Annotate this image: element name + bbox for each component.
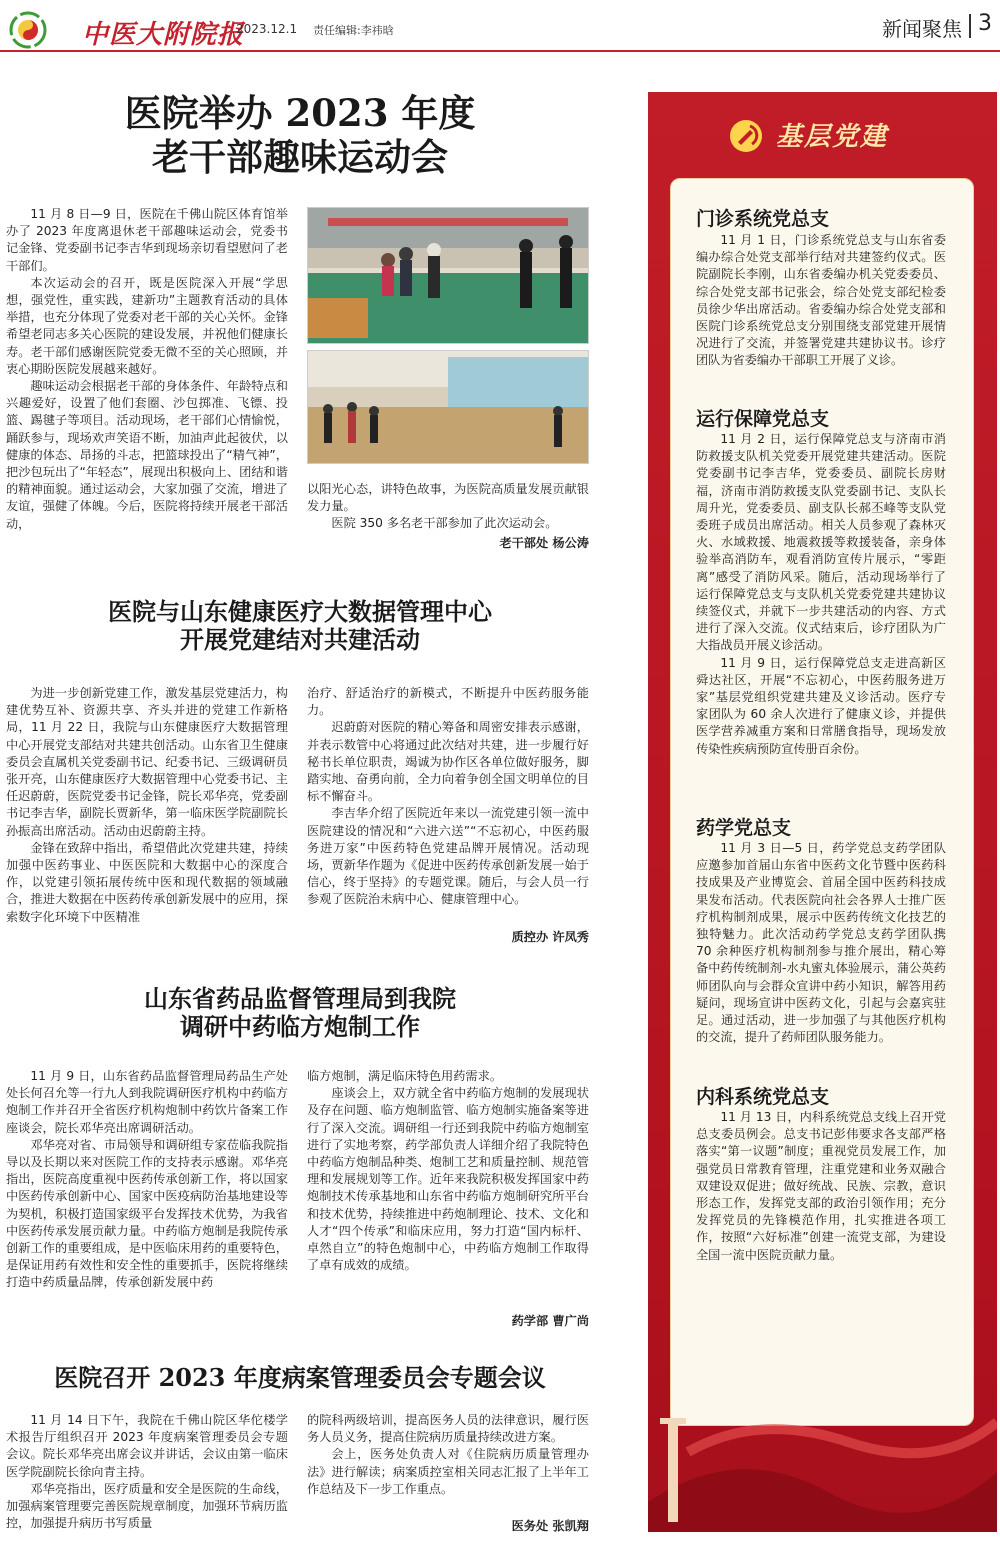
- article2-title-line1: 医院与山东健康医疗大数据管理中心: [108, 597, 492, 626]
- huabiao-decoration: [648, 1382, 997, 1532]
- sidebar-section-2: [696, 431, 946, 758]
- article3-col1: [6, 1068, 288, 1330]
- sidebar-section-3: [696, 840, 946, 1046]
- paragraph: 11 月 9 日，山东省药品监督管理局药品生产处处长何召允等一行九人到我院调研医疗机构中药临方炮制工作并召开全省医疗机构炮制中药饮片备案工作座谈会，院长邓华亮出席调研活动。: [6, 1069, 288, 1135]
- paragraph: 的院科两级培训，提高医务人员的法律意识，履行医务人员义务，提高住院病历质量持续改进方案。: [307, 1413, 589, 1445]
- article4-col1: [6, 1412, 288, 1536]
- sidebar-heading-3: 药学党总支: [696, 817, 792, 839]
- sidebar-heading-4: 内科系统党总支: [696, 1086, 830, 1108]
- sidebar-heading-1: 门诊系统党总支: [696, 208, 830, 230]
- paragraph: 11 月 13 日，内科系统党总支线上召开党总支委员例会。总支书记彭伟要求各支部严格落实“第一议题”制度；重视党员发展工作，加强党员日常教育管理，注重党建和业务双融合双建设双促进；做好统战、民族、宗教，意识形态工作，发挥党支部的政治引领作用；充分发挥党员的先锋模范作用，扎实推进各项工作，按照“六好标准”创建一流党支部，为建设全国一流中医院贡献力量。: [696, 1110, 946, 1262]
- article4-title: 医院召开 2023 年度病案管理委员会专题会议: [54, 1363, 546, 1392]
- article3-title-line1: 山东省药品监督管理局到我院: [144, 984, 456, 1013]
- masthead: [0, 0, 1000, 56]
- article2-col1: [6, 685, 288, 947]
- article3-col2: [307, 1068, 589, 1312]
- article1-title: [80, 92, 520, 179]
- page-number: 3: [978, 11, 992, 36]
- article2-title: [40, 598, 560, 655]
- paragraph: 11 月 3 日—5 日，药学党总支药学团队应邀参加首届山东省中医药文化节暨中医药科技成果及产业博览会、首届全国中医药科技成果发布活动。代表医院向社会各界人士推广医疗机构制剂成果，展示中医药传统文化技艺的独特魅力。此次活动药学党总支药学团队携 70 余种医疗机构制剂参与推介展出，精心筹备中药传统制剂-水丸蜜丸体验展示，蒲公英药师团队向与会群众宣讲中药小知识，解答用药疑问，现场宣讲中医药文化，引起与会嘉宾驻足。通过活动，进一步加强了与其他医疗机构的交流，提升了药师团队服务能力。: [696, 841, 946, 1045]
- paragraph: 李吉华介绍了医院近年来以一流党建引领一流中医院建设的情况和“六进六送”“不忘初心，中医药服务进万家”中医药特色党建品牌开展情况。活动现场，贾新华作题为《促进中医药传承创新发展一始于信心，终于坚持》的专题党课。随后，与会人员一行参观了医院治未病中心、健康管理中心。: [307, 806, 589, 907]
- logo-emblem-icon: [8, 10, 48, 50]
- article3-byline: 药学部 曹广尚: [511, 1314, 589, 1328]
- paper-name: 中医大附院报: [82, 20, 245, 50]
- hall-scene-image: [308, 351, 589, 464]
- paragraph: 会上，医务处负责人对《住院病历质量管理办法》进行解读；病案质控室相关同志汇报了上半年工作总结及下一步工作重点。: [307, 1447, 589, 1496]
- sidebar-section-1: [696, 232, 946, 370]
- article3-title: [40, 985, 560, 1042]
- article1-col1: [6, 206, 288, 554]
- party-emblem-icon: [728, 118, 764, 154]
- paragraph: 以阳光心态，讲特色故事，为医院高质量发展贡献银发力量。: [307, 482, 589, 514]
- responsible-editor: 责任编辑:李祎晗: [313, 24, 394, 37]
- article2-col2: [307, 685, 589, 925]
- sports-photo-1: [307, 207, 589, 344]
- article1-byline: 老干部处 杨公涛: [499, 536, 589, 550]
- sports-photo-2: [307, 350, 589, 464]
- paragraph: 本次运动会的召开，既是医院深入开展“学思想，强党性，重实践，建新功”主题教育活动的具体举措，也充分体现了党委对老干部的关心关怀。金锋希望老同志多关心医院的建设发展，并祝他们健康长寿。老干部们感谢医院党委无微不至的关心照顾，并衷心期盼医院发展越来越好。: [6, 275, 288, 376]
- article1-title-line1: 医院举办 2023 年度: [124, 91, 476, 135]
- paragraph: 临方炮制，满足临床特色用药需求。: [307, 1069, 502, 1083]
- paragraph: 11 月 9 日，运行保障党总支走进高新区舜达社区，开展“不忘初心，中医药服务进万家”基层党组织党建共建及义诊活动。医疗专家团队为 60 余人次进行了健康义诊，并提供医学营养减重方案和日常膳食指导，现场发放传染性疾病预防宣传册百余份。: [696, 655, 946, 756]
- article4-col2: [307, 1412, 589, 1514]
- paragraph: 11 月 14 日下午，我院在千佛山院区华佗楼学术报告厅组织召开 2023 年度病案管理委员会专题会议。院长邓华亮出席会议并讲话，会议由第一临床医学院副院长徐向青主持。: [6, 1413, 288, 1479]
- article2-byline: 质控办 许凤秀: [511, 930, 589, 944]
- article1-col2: [307, 481, 589, 533]
- article1-title-line2: 老干部趣味运动会: [152, 134, 448, 179]
- sidebar-heading-2: 运行保障党总支: [696, 408, 830, 430]
- paragraph: 座谈会上，双方就全省中药临方炮制的发展现状及存在问题、临方炮制监管、临方炮制实施备案等进行了深入交流。调研组一行还到我院中药临方炮制室进行了实地考察，药学部负责人详细介绍了我院特色中药临方炮制品种类、炮制工艺和质量控制、规范管理和发展规划等工作。近年来我院积极发挥国家中药炮制技术传承基地和山东省中药临方炮制研究所平台和技术优势，持续推进中药炮制理论、技术、文化和人才“四个传承”和临床应用，努力打造“国内标杆、卓然自立”的特色炮制中心，中药临方炮制工作取得了卓有成效的成绩。: [307, 1086, 589, 1273]
- section-name: 新闻聚焦: [882, 17, 962, 41]
- paragraph: 趣味运动会根据老干部的身体条件、年龄特点和兴趣爱好，设置了他们套圈、沙包掷准、飞镖、投篮、踢毽子等项目。活动现场，老干部们心情愉悦，踊跃参与，现场欢声笑语不断，加油声此起彼伏，以健康的体态、昂扬的斗志，把篮球投出了“精气神”，把沙包玩出了“年轻态”，展现出积极向上、团结和谐的精神面貌。通过运动会，大家加强了交流，增进了友谊，强健了体魄。今后，医院将持续开展老干部活动，: [6, 379, 288, 531]
- paragraph: 金锋在致辞中指出，希望借此次党建共建，持续加强中医药事业、中医医院和大数据中心的深度合作，以党建引领拓展传统中医和现代数据的领域融合，推进大数据在中医药传承创新发展中的应用，探索数字化环境下中医精准: [6, 840, 288, 924]
- paragraph: 医院 350 多名老干部参加了此次运动会。: [331, 516, 558, 531]
- paragraph: 迟蔚蔚对医院的精心筹备和周密安排表示感谢，并表示数管中心将通过此次结对共建，进一步履行好秘书长单位职责，竭诚为协作区各单位做好服务，脚踏实地、奋勇向前，全力向着争创全国文明单位的目标不懈奋斗。: [307, 720, 589, 804]
- sidebar-section-4: [696, 1109, 946, 1264]
- article4-byline: 医务处 张凯翔: [511, 1519, 589, 1533]
- article3-title-line2: 调研中药临方炮制工作: [180, 1012, 420, 1042]
- paragraph: 治疗、舒适治疗的新模式，不断提升中医药服务能力。: [307, 686, 589, 718]
- paragraph: 11 月 1 日，门诊系统党总支与山东省委编办综合处党支部举行结对共建签约仪式。医院副院长李刚，山东省委编办机关党委委员、综合处党支部书记张会，综合处党支部纪检委员徐少华出席活动。省委编办综合处党支部和医院门诊系统党总支分别围绕支部党建开展情况进行了交流，并签署党建共建协议书。诊疗团队为省委编办干部职工开展了义诊。: [696, 233, 946, 368]
- paragraph: 为进一步创新党建工作，激发基层党建活力，构建优势互补、资源共享、齐头并进的党建工作新格局，11 月 22 日，我院与山东健康医疗大数据管理中心开展党支部结对共建共创活动。山东省卫生健康委员会直属机关党委副书记、纪委书记、三级调研员张开亮，山东健康医疗大数据管理中心党委书记、主任迟蔚蔚，医院党委书记金锋，院长邓华亮，党委副书记李吉华，副院长贾新华，第一临床医学院副院长孙振高出席活动。活动由迟蔚蔚主持。: [6, 686, 288, 838]
- paragraph: 邓华亮指出，医疗质量和安全是医院的生命线，加强病案管理要完善医院规章制度，加强环节病历监控，加强提升病历书写质量: [6, 1481, 288, 1531]
- header-divider: [969, 14, 971, 38]
- paragraph: 邓华亮对省、市局领导和调研组专家莅临我院指导以及长期以来对医院工作的支持表示感谢。邓华亮指出，医院高度重视中医药传承创新工作，将以国家中医药传承创新中心、国家中医疫病防治基地建设等为契机，积极打造国家级平台发挥技术优势，为我省中医药传承发展贡献力量。中药临方炮制是我院传承创新工作的重要组成，是中医临床用药的重要特色，是保证用药有效性和安全性的重要抓手，医院将继续打造中药质量品牌，传承创新发展中药: [6, 1137, 288, 1290]
- article2-title-line2: 开展党建结对共建活动: [180, 625, 420, 655]
- gym-scene-image: [308, 208, 589, 344]
- paragraph: 11 月 2 日，运行保障党总支与济南市消防救援支队机关党委开展党建共建活动。医院党委副书记李吉华，党委委员、副院长房财福，济南市消防救援支队党委副书记、支队长周升光，党委委员、副支队长郝丕峰等支队党委班子成员出席活动。相关人员参观了森林灭火、水域救援、地震救援等救援装备，亲身体验举高消防车，观看消防宣传片展示，“零距离”感受了消防风采。随后，活动现场举行了运行保障党总支与支队机关党委党建共建协议续签仪式，并就下一步共建活动的内容、方式进行了深入交流。仪式结束后，诊疗团队为广大指战员开展义诊活动。: [696, 432, 946, 653]
- sidebar-title: 基层党建: [776, 122, 889, 152]
- header-rule: [0, 50, 1000, 52]
- issue-date: 2023.12.1: [236, 22, 298, 36]
- paragraph: 11 月 8 日—9 日，医院在千佛山院区体育馆举办了 2023 年度离退休老干部趣味运动会，党委书记金锋、党委副书记李吉华到现场亲切看望慰问了老干部们。: [6, 207, 288, 273]
